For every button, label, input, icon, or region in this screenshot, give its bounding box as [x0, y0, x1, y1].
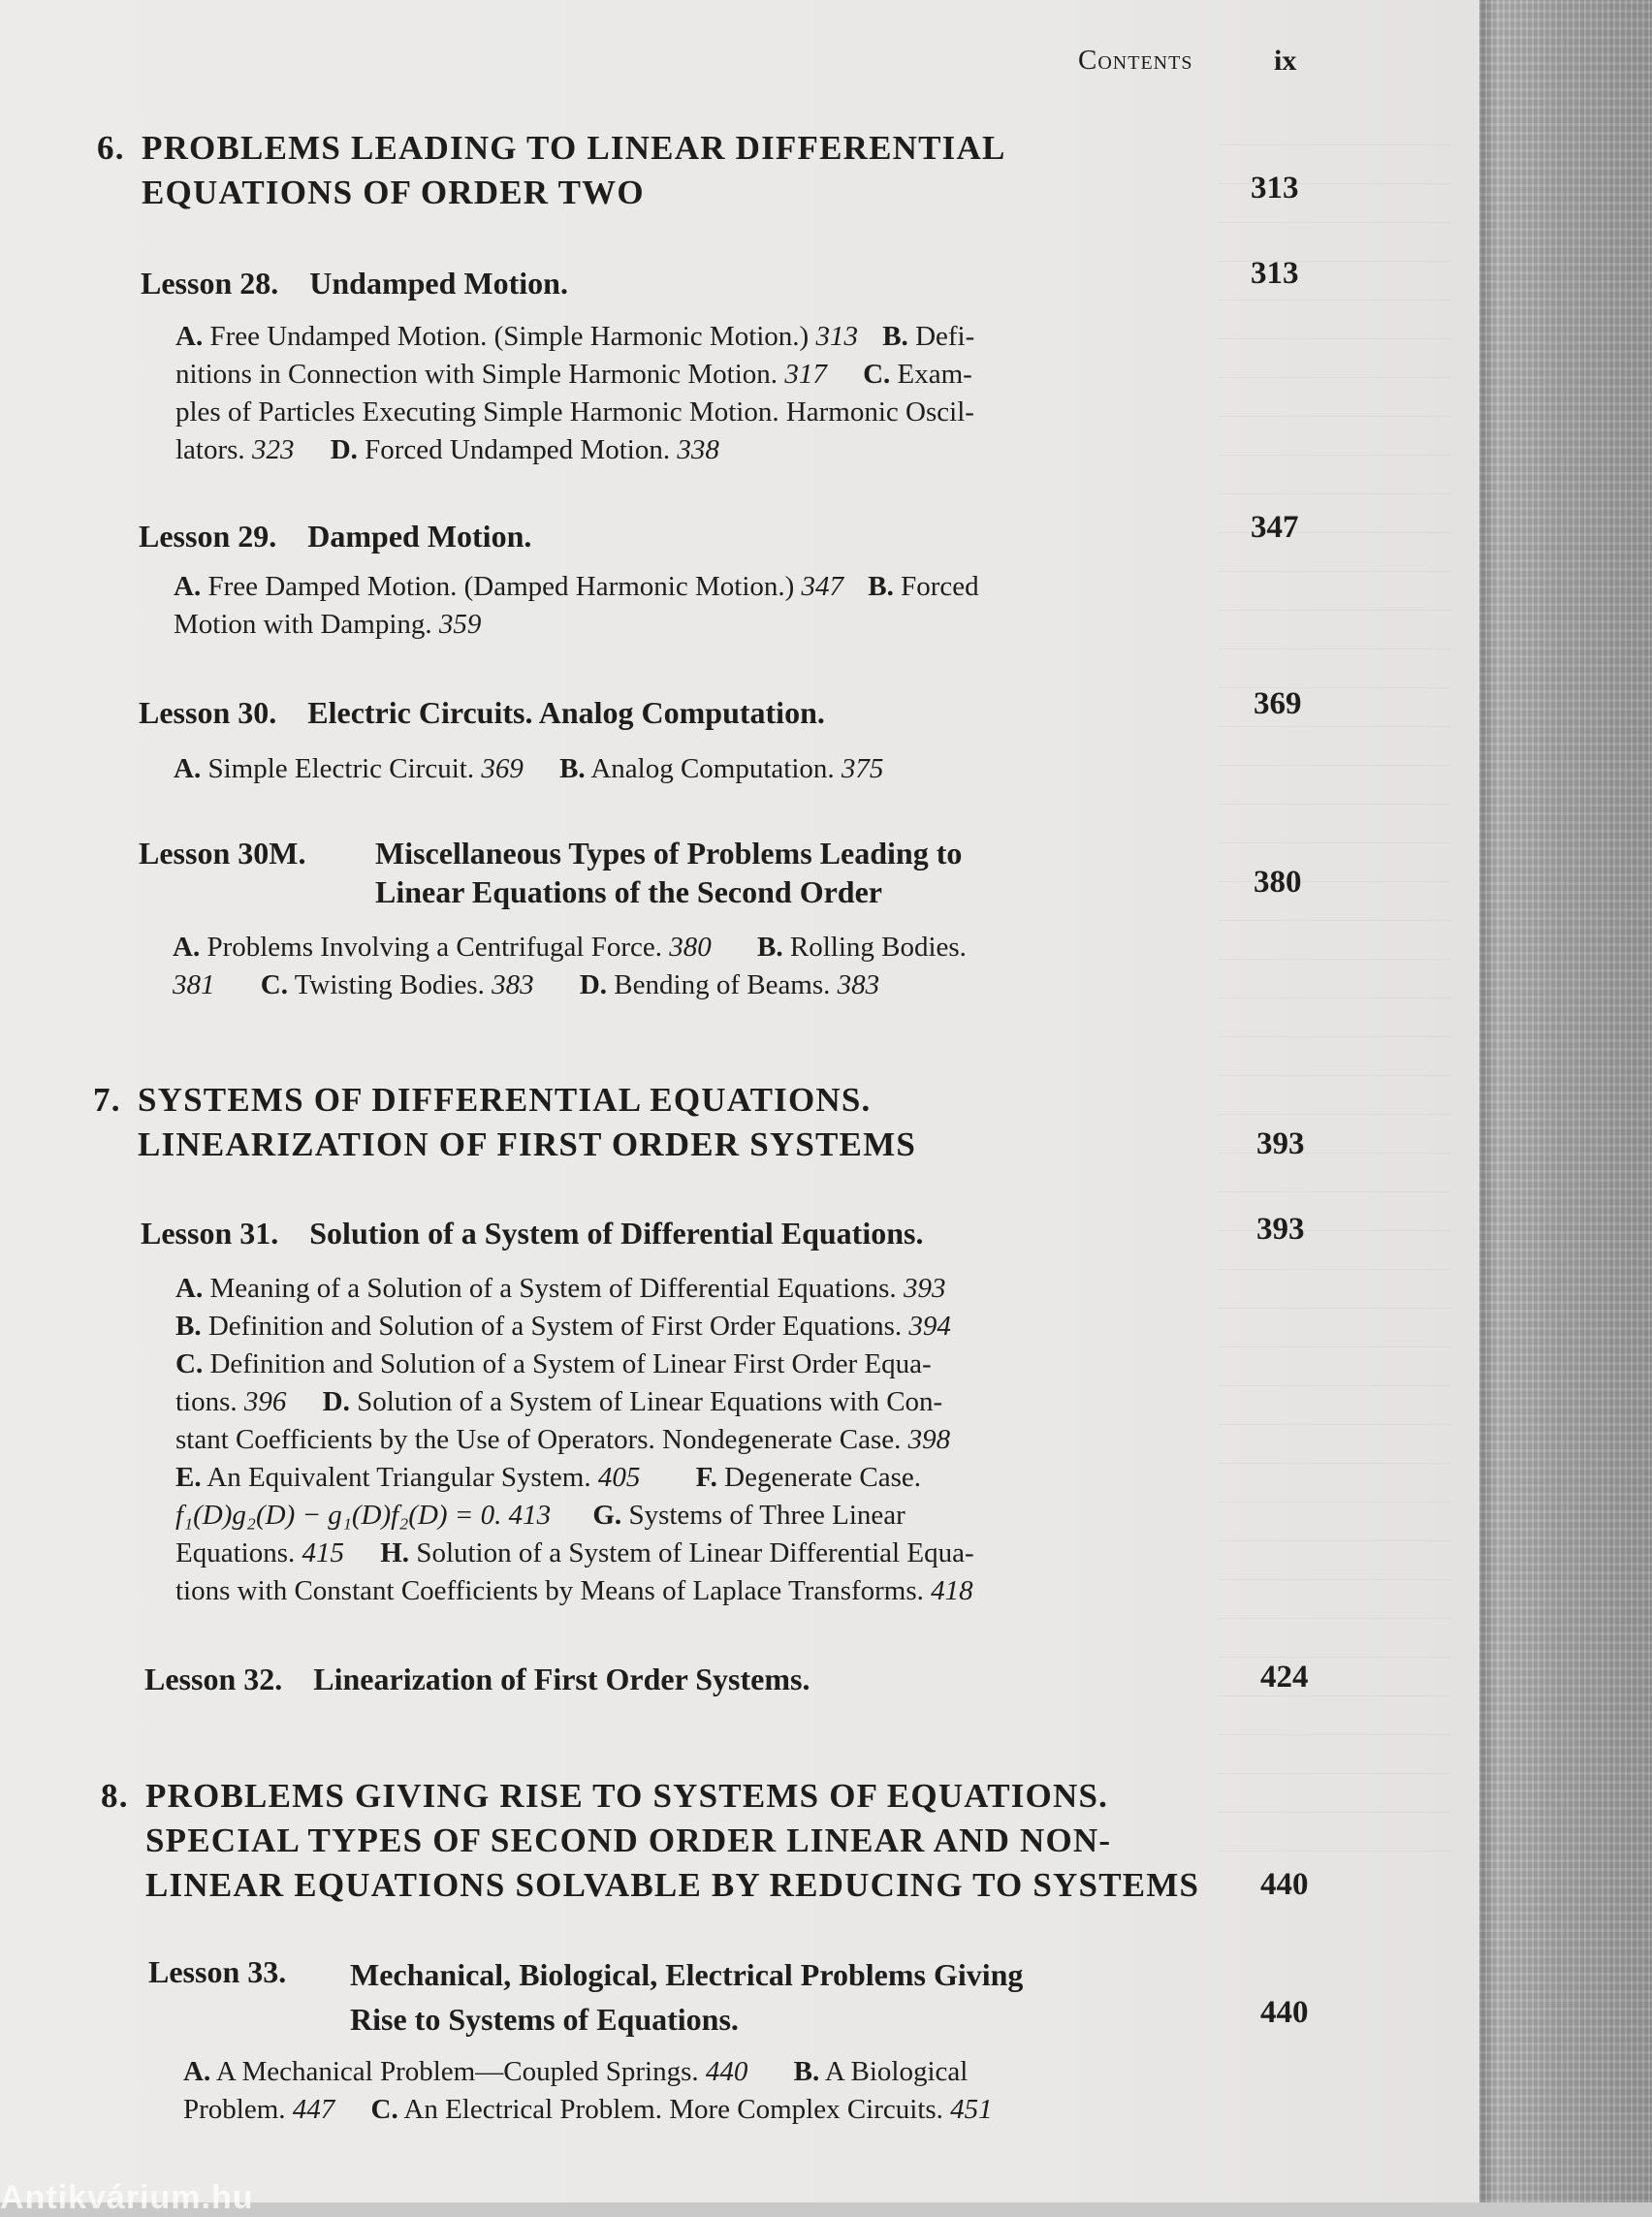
running-head-title: Contents: [1078, 45, 1193, 76]
item-text: Simple Electric Circuit.: [207, 753, 475, 784]
lesson-label: Lesson 30M.: [139, 836, 306, 871]
lesson-title-line-2: Rise to Systems of Equations.: [350, 2002, 739, 2037]
item-letter: B.: [868, 571, 894, 602]
chapter-title-line-3: LINEAR EQUATIONS SOLVABLE BY REDUCING TO SYSTEMS: [145, 1866, 1200, 1904]
item-page: 396: [243, 1386, 287, 1417]
chapter-title-line-2: EQUATIONS OF ORDER TWO: [142, 174, 645, 211]
item-text: Degenerate Case.: [724, 1462, 922, 1493]
chapter-title-line-2: SPECIAL TYPES OF SECOND ORDER LINEAR AND NON-: [145, 1821, 1112, 1859]
item-page: 369: [481, 753, 524, 784]
item-page: 383: [492, 969, 534, 1000]
item-text: Definition and Solution of a System of Linear First Order Equa-: [209, 1348, 932, 1379]
chapter-title-line-1: PROBLEMS LEADING TO LINEAR DIFFERENTIAL: [142, 129, 1006, 167]
item-text: An Equivalent Triangular System.: [206, 1462, 591, 1493]
item-page: 447: [292, 2094, 335, 2125]
lesson-30-body: [174, 750, 1191, 788]
lesson-label: Lesson 33.: [148, 1954, 287, 1989]
item-text: tions with Constant Coefficients by Means of Laplace Transforms.: [175, 1575, 924, 1606]
item-text: Free Undamped Motion. (Simple Harmonic Motion.): [209, 321, 810, 352]
item-page: 413: [508, 1500, 552, 1531]
show-through-shadow: [1217, 107, 1449, 1852]
item-letter: G.: [592, 1500, 622, 1531]
lesson-30-heading: [139, 695, 825, 731]
item-page: 375: [841, 753, 884, 784]
item-letter: D.: [579, 969, 608, 1000]
lesson-title: Solution of a System of Differential Equations.: [309, 1216, 924, 1251]
item-text: tions.: [175, 1386, 238, 1417]
item-text: Definition and Solution of a System of First Order Equations.: [207, 1311, 903, 1342]
item-letter: C.: [370, 2094, 398, 2125]
item-page: 398: [907, 1424, 951, 1455]
lesson-title-line-2: Linear Equations of the Second Order: [375, 874, 882, 909]
lesson-33-heading: [148, 1954, 286, 1990]
lesson-32-page: 424: [1260, 1660, 1309, 1694]
item-letter: D.: [322, 1386, 350, 1417]
item-text: Problems Involving a Centrifugal Force.: [206, 932, 663, 963]
item-page: 418: [931, 1575, 973, 1606]
item-text: nitions in Connection with Simple Harmonic Motion.: [175, 359, 778, 390]
item-page: 338: [677, 434, 719, 465]
item-page: 317: [784, 359, 827, 390]
item-text: A Mechanical Problem—Coupled Springs.: [215, 2056, 699, 2087]
lesson-31-body: [175, 1270, 1198, 1610]
item-page: 359: [438, 609, 482, 640]
lesson-label: Lesson 32.: [144, 1662, 283, 1696]
lesson-33-body: [183, 2053, 1201, 2129]
chapter-7-heading: [93, 1078, 916, 1167]
book-binding: [1479, 0, 1652, 2202]
item-page: 393: [903, 1273, 946, 1304]
item-letter: H.: [380, 1537, 410, 1568]
watermark: Antikvárium.hu: [0, 2179, 254, 2216]
item-letter: F.: [695, 1462, 717, 1493]
item-text: Forced Undamped Motion.: [365, 434, 671, 465]
item-page: 323: [251, 434, 295, 465]
lesson-30-page: 369: [1254, 686, 1302, 721]
item-text: stant Coefficients by the Use of Operators. Nondegenerate Case.: [175, 1424, 902, 1455]
item-letter: C.: [175, 1348, 204, 1379]
item-page: 313: [815, 321, 858, 352]
lesson-label: Lesson 28.: [141, 266, 279, 301]
lesson-title-line-1: Miscellaneous Types of Problems Leading to: [375, 836, 963, 871]
item-page: 347: [801, 571, 844, 602]
item-text: Solution of a System of Linear Equations with Con-: [357, 1386, 943, 1417]
item-letter: D.: [330, 434, 358, 465]
item-text: Systems of Three Linear: [628, 1500, 905, 1531]
item-page: 451: [950, 2094, 993, 2125]
chapter-title-line-2: LINEARIZATION OF FIRST ORDER SYSTEMS: [138, 1125, 916, 1163]
item-text: Meaning of a Solution of a System of Differential Equations.: [209, 1273, 897, 1304]
item-page: 381: [173, 969, 215, 1000]
item-page: 405: [597, 1462, 641, 1493]
chapter-number: 8.: [101, 1777, 129, 1815]
lesson-29-heading: [139, 519, 531, 554]
lesson-28-page: 313: [1251, 256, 1299, 291]
item-text: Free Damped Motion. (Damped Harmonic Motion.): [207, 571, 795, 602]
item-page: 415: [302, 1537, 344, 1568]
item-letter: B.: [757, 932, 783, 963]
lesson-30m-title: [375, 834, 962, 911]
item-letter: A.: [183, 2056, 211, 2087]
item-text: Exam-: [897, 359, 972, 390]
item-letter: A.: [174, 753, 202, 784]
lesson-28-heading: [141, 266, 568, 301]
lesson-30m-page: 380: [1254, 865, 1302, 900]
chapter-7-page: 393: [1256, 1126, 1305, 1161]
lesson-31-heading: [141, 1216, 923, 1251]
chapter-title-line-1: SYSTEMS OF DIFFERENTIAL EQUATIONS.: [138, 1081, 872, 1119]
item-text: A Biological: [824, 2056, 969, 2087]
item-text: Analog Computation.: [590, 753, 835, 784]
lesson-30m-body: [173, 929, 1191, 1004]
lesson-label: Lesson 31.: [141, 1216, 279, 1251]
item-letter: B.: [175, 1311, 202, 1342]
lesson-29-body: [174, 568, 1191, 644]
item-text: Forced: [901, 571, 979, 602]
item-page: 383: [837, 969, 880, 1000]
lesson-28-body: [175, 318, 1189, 469]
item-text: Defi-: [915, 321, 975, 352]
item-text: lators.: [175, 434, 245, 465]
item-letter: C.: [863, 359, 891, 390]
item-text: Equations.: [175, 1537, 296, 1568]
item-letter: B.: [882, 321, 908, 352]
lesson-33-page: 440: [1260, 1995, 1309, 2030]
chapter-title-line-1: PROBLEMS GIVING RISE TO SYSTEMS OF EQUATIONS.: [145, 1777, 1109, 1815]
item-letter: B.: [559, 753, 586, 784]
item-text: Problem.: [183, 2094, 286, 2125]
lesson-32-heading: [144, 1662, 810, 1697]
item-letter: A.: [175, 1273, 204, 1304]
item-text: An Electrical Problem. More Complex Circuits.: [403, 2094, 943, 2125]
chapter-6-heading: [97, 126, 1006, 215]
item-text: Twisting Bodies.: [294, 969, 485, 1000]
item-letter: A.: [175, 321, 204, 352]
lesson-title: Damped Motion.: [307, 519, 532, 554]
lesson-title: Electric Circuits. Analog Computation.: [307, 695, 825, 730]
item-page: 440: [705, 2056, 748, 2087]
chapter-6-page: 313: [1251, 171, 1299, 206]
item-text: Bending of Beams.: [614, 969, 831, 1000]
chapter-number: 6.: [97, 129, 125, 167]
lesson-title: Undamped Motion.: [309, 266, 568, 301]
item-text: Motion with Damping.: [174, 609, 432, 640]
equation: f₁(D)g₂(D) − g₁(D)f₂(D) = 0.: [175, 1500, 502, 1531]
item-letter: A.: [174, 571, 202, 602]
chapter-8-page: 440: [1260, 1867, 1309, 1902]
chapter-8-heading: [101, 1774, 1199, 1908]
running-head-page: ix: [1274, 45, 1297, 77]
lesson-31-page: 393: [1256, 1212, 1305, 1247]
item-letter: E.: [175, 1462, 202, 1493]
lesson-title: Linearization of First Order Systems.: [313, 1662, 810, 1696]
chapter-number: 7.: [93, 1081, 121, 1119]
item-text: Rolling Bodies.: [789, 932, 967, 963]
item-letter: B.: [793, 2056, 820, 2087]
lesson-title-line-1: Mechanical, Biological, Electrical Problems Giving: [350, 1957, 1024, 1992]
lesson-30m-heading: [139, 836, 305, 871]
item-letter: C.: [260, 969, 288, 1000]
item-letter: A.: [173, 932, 201, 963]
item-page: 394: [908, 1311, 951, 1342]
item-text: ples of Particles Executing Simple Harmonic Motion. Harmonic Oscil-: [175, 396, 974, 428]
lesson-label: Lesson 30.: [139, 695, 277, 730]
item-page: 380: [669, 932, 712, 963]
item-text: Solution of a System of Linear Differential Equa-: [416, 1537, 974, 1568]
lesson-29-page: 347: [1251, 510, 1299, 545]
lesson-label: Lesson 29.: [139, 519, 277, 554]
lesson-33-title: [350, 1952, 1023, 2042]
